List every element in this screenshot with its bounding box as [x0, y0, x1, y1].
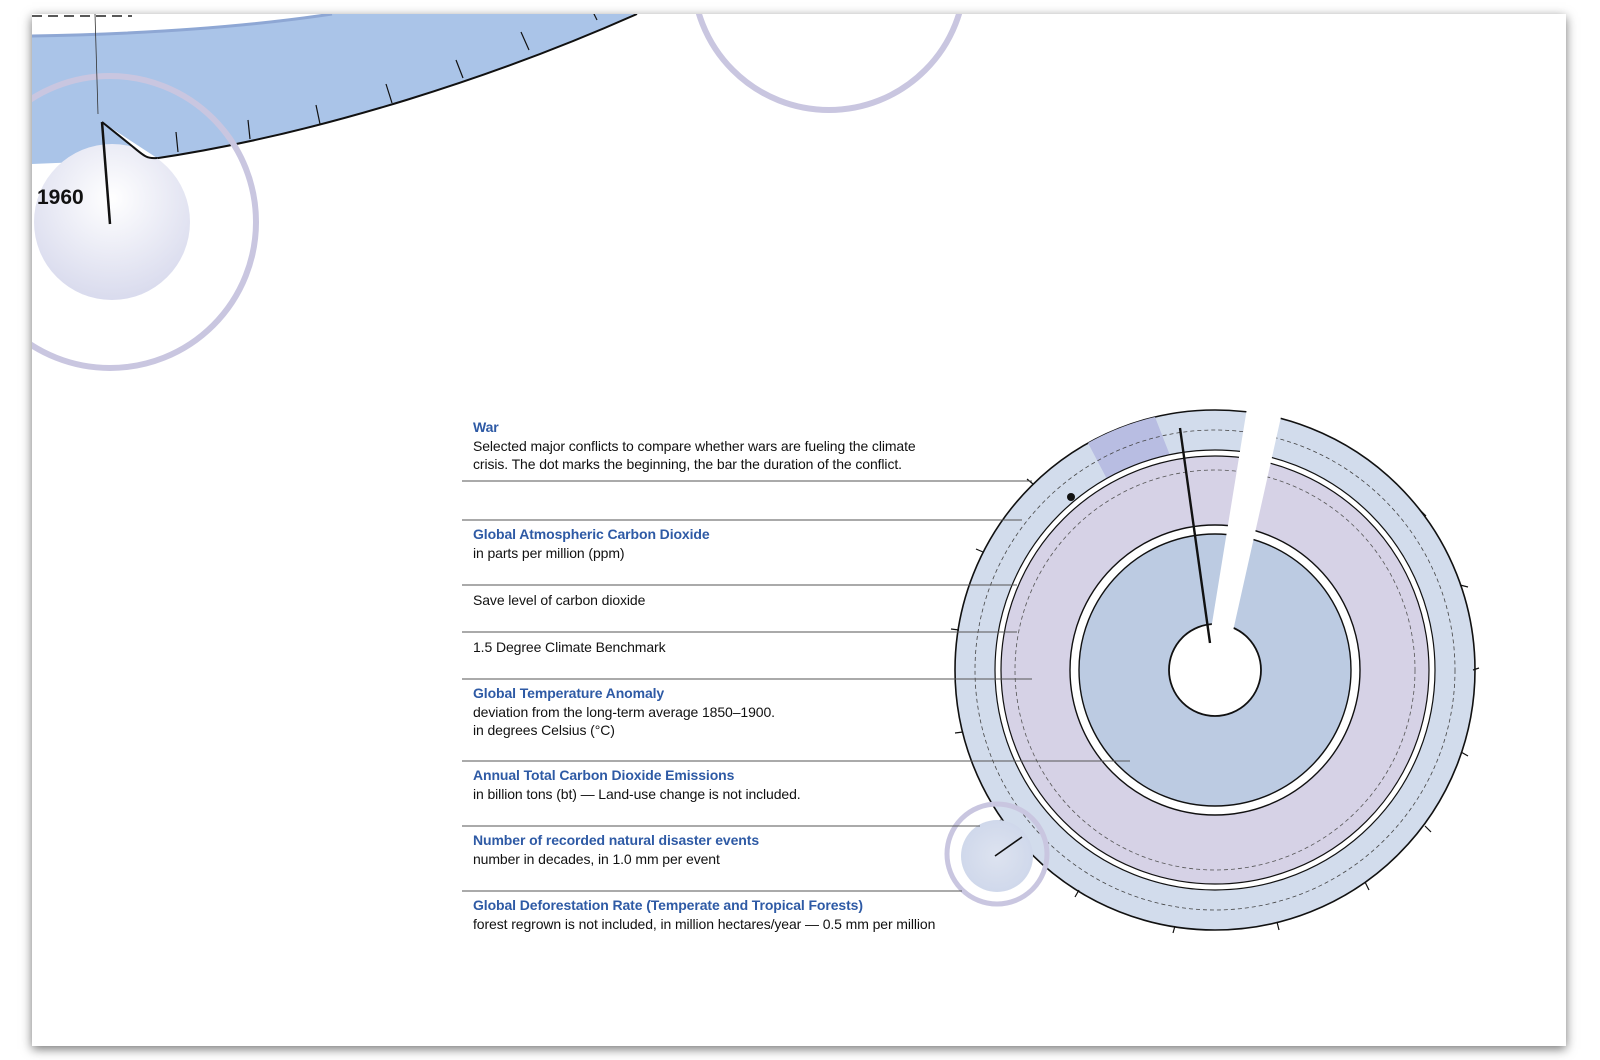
legend-description: Save level of carbon dioxide — [473, 592, 646, 608]
legend-title: Annual Total Carbon Dioxide Emissions — [473, 767, 735, 783]
legend-title: War — [473, 419, 499, 435]
legend-title: Global Temperature Anomaly — [473, 685, 665, 701]
legend-entry-war — [473, 418, 1053, 474]
bubble-outline-top — [693, 14, 965, 110]
legend-description: number in decades, in 1.0 mm per event — [473, 850, 720, 867]
legend-description: in parts per million (ppm) — [473, 544, 625, 561]
page-sheet — [32, 14, 1566, 1046]
legend-entry-emissions — [473, 766, 1053, 803]
top-ring-segment — [32, 14, 637, 164]
legend-title: Global Atmospheric Carbon Dioxide — [473, 526, 710, 542]
legend-entry-safe-co2 — [473, 591, 1053, 610]
legend-description: forest regrown is not included, in million hectares/year — 0.5 mm per million — [473, 915, 936, 932]
year-label-1960: 1960 — [37, 186, 84, 209]
legend-description: 1.5 Degree Climate Benchmark — [473, 639, 666, 655]
legend-entry-co2 — [473, 525, 1053, 562]
legend-entry-temperature — [473, 684, 1053, 740]
legend-description: Selected major conflicts to compare whether wars are fueling the climate crisis. The dot marks the beginning, the bar the duration of the conflict. — [473, 437, 916, 472]
legend-entry-benchmark — [473, 638, 1053, 657]
bubble-fill-left — [34, 144, 190, 300]
legend-title: Global Deforestation Rate (Temperate and Tropical Forests) — [473, 897, 863, 913]
legend-description: in billion tons (bt) — Land-use change is not included. — [473, 785, 801, 802]
legend-description: deviation from the long-term average 1850–1900. in degrees Celsius (°C) — [473, 703, 775, 738]
legend-entry-deforestation — [473, 896, 1053, 933]
legend-entry-disasters — [473, 831, 1053, 868]
legend-title: Number of recorded natural disaster events — [473, 832, 759, 848]
